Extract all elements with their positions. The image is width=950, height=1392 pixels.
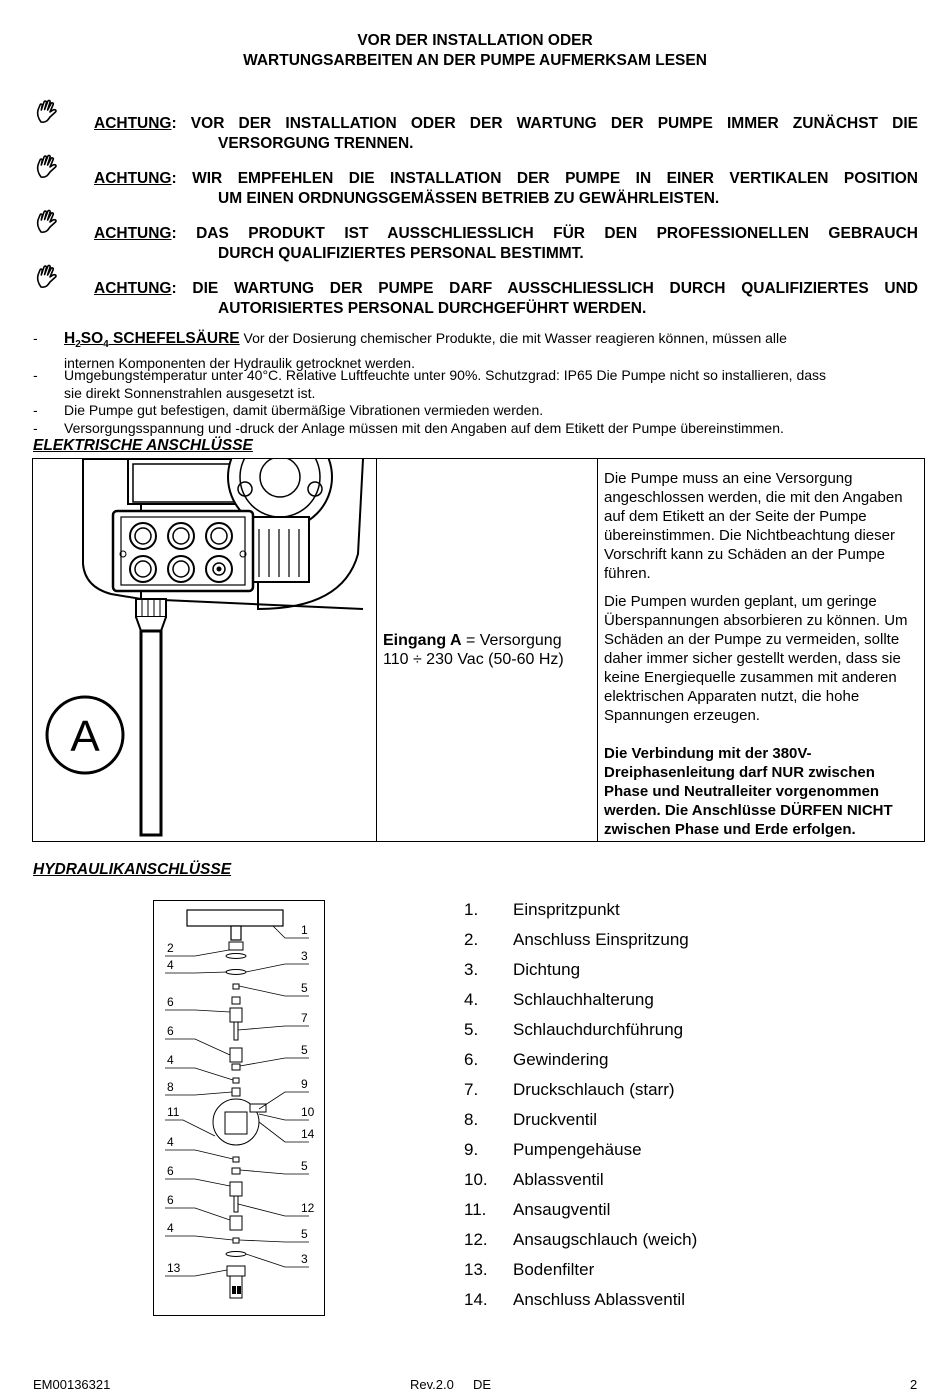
warning-line2: DURCH QUALIFIZIERTES PERSONAL BESTIMMT. xyxy=(218,245,584,262)
revision: Rev.2.0 xyxy=(410,1377,454,1392)
warning-line2: AUTORISIERTES PERSONAL DURCHGEFÜHRT WERDEN. xyxy=(218,300,647,317)
hand-warning-icon xyxy=(33,98,63,128)
warning-line1: : VOR DER INSTALLATION ODER DER WARTUNG DER PUMPE IMMER ZUNÄCHST DIE xyxy=(171,115,918,132)
legend-number: 12. xyxy=(464,1230,488,1249)
legend-number: 1. xyxy=(464,900,479,919)
page-title-line1: VOR DER INSTALLATION ODER xyxy=(357,32,593,49)
pump-illustration-cell xyxy=(33,459,377,842)
input-text: = Versorgung 110 ÷ 230 Vac (50-60 Hz) xyxy=(383,632,564,668)
callout-number: 5 xyxy=(301,981,308,995)
callout-number: 10 xyxy=(301,1105,315,1119)
connector-letter: A xyxy=(70,712,100,761)
hand-warning-icon xyxy=(33,153,63,183)
hand-warning-icon xyxy=(33,208,63,238)
legend-label: Bodenfilter xyxy=(513,1260,595,1279)
hydraulic-exploded-diagram xyxy=(153,900,325,1316)
electrical-heading: ELEKTRISCHE ANSCHLÜSSE xyxy=(33,437,253,454)
legend-label: Dichtung xyxy=(513,960,581,979)
callout-number: 2 xyxy=(167,941,174,955)
legend-number: 4. xyxy=(464,990,479,1009)
page-title-line2: WARTUNGSARBEITEN AN DER PUMPE AUFMERKSAM LESEN xyxy=(243,52,707,69)
callout-number: 6 xyxy=(167,1024,174,1038)
bullet-dash: - xyxy=(33,330,38,346)
callout-number: 14 xyxy=(301,1127,315,1141)
callout-number: 5 xyxy=(301,1227,308,1241)
legend-number: 10. xyxy=(464,1170,488,1189)
document-code: EM00136321 xyxy=(33,1377,111,1392)
callout-number: 6 xyxy=(167,995,174,1009)
legend-label: Schlauchdurchführung xyxy=(513,1020,684,1039)
callout-number: 5 xyxy=(301,1043,308,1057)
warning-label: ACHTUNG xyxy=(94,280,172,297)
pump-connection-illustration xyxy=(33,459,376,841)
callout-number: 4 xyxy=(167,958,174,972)
legend-number: 13. xyxy=(464,1260,488,1279)
legend-label: Druckventil xyxy=(513,1110,598,1129)
legend-number: 6. xyxy=(464,1050,479,1069)
legend-label: Ablassventil xyxy=(513,1170,604,1189)
callout-number: 4 xyxy=(167,1135,174,1149)
legend-number: 11. xyxy=(464,1200,487,1219)
callout-number: 4 xyxy=(167,1221,174,1235)
legend-number: 3. xyxy=(464,960,479,979)
callout-number: 3 xyxy=(301,949,308,963)
warning-line1: : DAS PRODUKT IST AUSSCHLIESSLICH FÜR DEN PROFESSIONELLEN GEBRAUCH xyxy=(171,225,918,242)
callout-number: 8 xyxy=(167,1080,174,1094)
legend-label: Ansaugschlauch (weich) xyxy=(513,1230,698,1249)
electrical-table xyxy=(32,458,925,842)
callout-number: 13 xyxy=(167,1261,181,1275)
legend-label: Pumpengehäuse xyxy=(513,1140,642,1159)
callout-number: 4 xyxy=(167,1053,174,1067)
legend-number: 9. xyxy=(464,1140,479,1159)
legend-number: 7. xyxy=(464,1080,479,1099)
callout-number: 3 xyxy=(301,1252,308,1266)
warning-label: ACHTUNG xyxy=(94,115,172,132)
callout-number: 5 xyxy=(301,1159,308,1173)
warning-text xyxy=(94,169,918,189)
callout-number: 11 xyxy=(167,1105,180,1119)
legend-label: Ansaugventil xyxy=(513,1200,611,1219)
legend-label: Anschluss Ablassventil xyxy=(513,1290,685,1309)
instructions-cell xyxy=(598,459,925,842)
legend-number: 8. xyxy=(464,1110,479,1129)
acid-name: $H_2SO_4$ SCHEFELSÄURE xyxy=(64,330,240,351)
instructions-para2: Die Pumpen wurden geplant, um geringe Überspannungen absorbieren zu können. Um Schäden an der Pumpe zu vermeiden, sollte daher immer sicher gestellt werden, dass sie keine Energiequelle zusammen mit anderen elektrischen Apparaten nutzt, die hohe Spannungen erzeugen. xyxy=(604,593,908,724)
callout-number: 1 xyxy=(301,923,308,937)
warning-text xyxy=(94,224,918,244)
warning-label: ACHTUNG xyxy=(94,170,172,187)
warning-line1: : DIE WARTUNG DER PUMPE DARF AUSSCHLIESSLICH DURCH QUALIFIZIERTES UND xyxy=(171,280,918,297)
legend-label: Gewindering xyxy=(513,1050,609,1069)
warning-line1: : WIR EMPFEHLEN DIE INSTALLATION DER PUMPE IN EINER VERTIKALEN POSITION xyxy=(171,170,918,187)
callout-number: 12 xyxy=(301,1201,315,1215)
warning-label: ACHTUNG xyxy=(94,225,172,242)
warning-line2: VERSORGUNG TRENNEN. xyxy=(218,135,414,152)
page-number: 2 xyxy=(910,1377,918,1392)
legend-label: Einspritzpunkt xyxy=(513,900,620,919)
warning-text xyxy=(94,279,918,299)
legend-label: Druckschlauch (starr) xyxy=(513,1080,675,1099)
warning-line2: UM EINEN ORDNUNGSGEMÄSSEN BETRIEB ZU GEWÄHRLEISTEN. xyxy=(218,190,720,207)
hand-warning-icon xyxy=(33,263,63,293)
hydraulic-heading: HYDRAULIKANSCHLÜSSE xyxy=(33,861,232,878)
callout-number: 7 xyxy=(301,1011,308,1025)
callout-number: 6 xyxy=(167,1193,174,1207)
legend-label: Anschluss Einspritzung xyxy=(513,930,689,949)
legend-number: 2. xyxy=(464,930,479,949)
legend-label: Schlauchhalterung xyxy=(513,990,654,1009)
callout-number: 6 xyxy=(167,1164,174,1178)
instructions-para1: Die Pumpe muss an eine Versorgung angeschlossen werden, die mit den Angaben auf dem Etikett an der Seite der Pumpe übereinstimmen. Die Nichtbeachtung dieser Vorschrift kann zu Schäden an der Pumpe führen. xyxy=(604,470,903,582)
input-description-cell xyxy=(377,459,598,842)
instructions-para3: Die Verbindung mit der 380V-Dreiphasenleitung darf NUR zwischen Phase und Neutralleiter vorgenommen werden. Die Anschlüsse DÜRFEN NICHT zwischen Phase und Erde erfolgen. xyxy=(604,745,893,838)
warning-text xyxy=(94,114,918,134)
language: DE xyxy=(473,1377,492,1392)
acid-text-2: internen Komponenten der Hydraulik getrocknet werden. xyxy=(64,355,415,372)
legend-number: 14. xyxy=(464,1290,488,1309)
callout-number: 9 xyxy=(301,1077,308,1091)
acid-text: Vor der Dosierung chemischer Produkte, die mit Wasser reagieren können, müssen alle xyxy=(239,330,787,346)
legend-number: 5. xyxy=(464,1020,479,1039)
input-label: Eingang A xyxy=(383,632,462,649)
